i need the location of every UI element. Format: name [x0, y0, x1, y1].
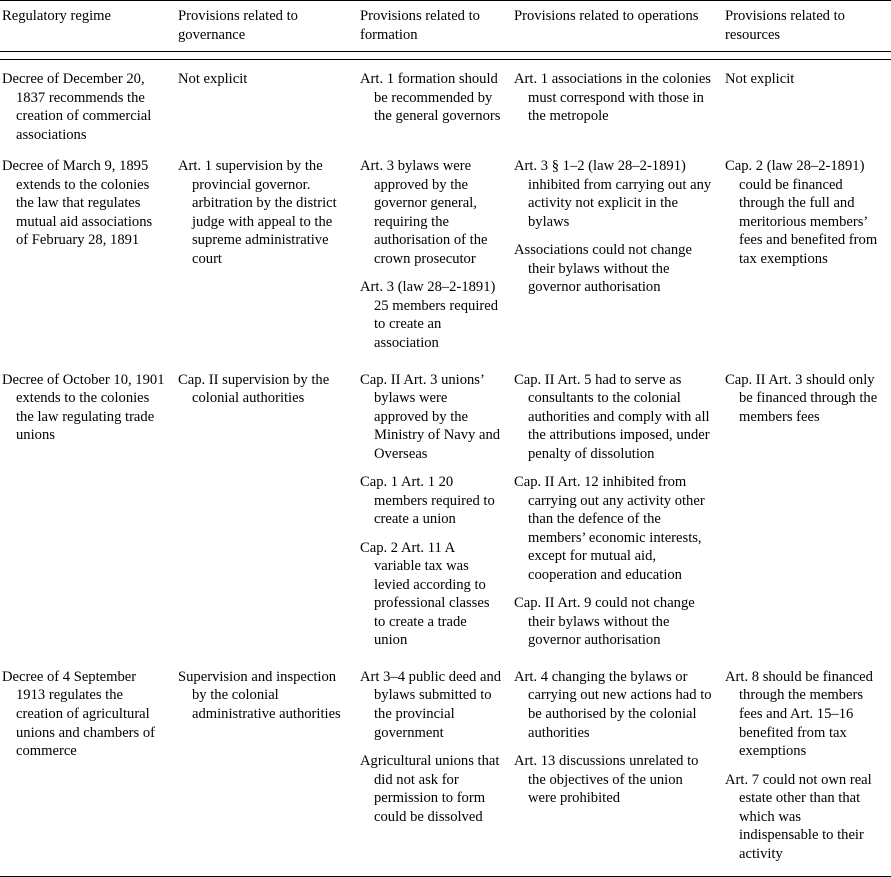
- cell-governance: [176, 157, 358, 352]
- table-row: [0, 668, 891, 863]
- cell-paragraph: Associations could not change their bylaws without the governor authorisation: [514, 241, 713, 297]
- cell-paragraph: Cap. II Art. 3 should only be financed through the members fees: [725, 371, 881, 427]
- column-header-regulatory-regime: Regulatory regime: [0, 1, 176, 52]
- column-header-formation: Provisions related to formation: [358, 1, 512, 52]
- cell-paragraph: Art. 3 (law 28–2-1891) 25 members required to create an association: [360, 278, 502, 352]
- cell-operations: [512, 371, 723, 650]
- cell-paragraph: Cap. II Art. 9 could not change their bylaws without the governor authorisation: [514, 594, 713, 650]
- cell-paragraph: Art. 4 changing the bylaws or carrying out new actions had to be authorised by the colonial authorities: [514, 668, 713, 742]
- cell-resources: [723, 157, 891, 352]
- cell-resources: [723, 668, 891, 863]
- cell-paragraph: Agricultural unions that did not ask for permission to form could be dissolved: [360, 752, 502, 826]
- cell-paragraph: Art. 8 should be financed through the members fees and Art. 15–16 benefited from tax exemptions: [725, 668, 881, 761]
- cell-paragraph: Art 3–4 public deed and bylaws submitted to the provincial government: [360, 668, 502, 742]
- cell-regime: [0, 668, 176, 863]
- cell-resources: [723, 371, 891, 650]
- cell-paragraph: Art. 1 formation should be recommended by the general governors: [360, 70, 502, 126]
- cell-paragraph: Art. 13 discussions unrelated to the objectives of the union were prohibited: [514, 752, 713, 808]
- cell-paragraph: Art. 7 could not own real estate other than that which was indispensable to their activity: [725, 771, 881, 864]
- cell-formation: [358, 668, 512, 863]
- cell-paragraph: Not explicit: [178, 70, 348, 89]
- cell-paragraph: Decree of 4 September 1913 regulates the creation of agricultural unions and chambers of commerce: [2, 668, 166, 761]
- row-spacer: [0, 353, 891, 371]
- cell-paragraph: Cap. II Art. 3 unions’ bylaws were approved by the Ministry of Navy and Overseas: [360, 371, 502, 464]
- cell-paragraph: Decree of December 20, 1837 recommends the creation of commercial associations: [2, 70, 166, 144]
- cell-paragraph: Cap. II Art. 5 had to serve as consultants to the colonial authorities and comply with all the attributions imposed, under penalty of dissolution: [514, 371, 713, 464]
- cell-formation: [358, 371, 512, 650]
- cell-paragraph: Art. 1 associations in the colonies must correspond with those in the metropole: [514, 70, 713, 126]
- table-row: [0, 371, 891, 650]
- header-rule-cell: [0, 52, 891, 60]
- row-spacer: [0, 650, 891, 668]
- row-spacer-cell: [0, 353, 891, 371]
- cell-paragraph: Not explicit: [725, 70, 881, 89]
- table-header-row: [0, 1, 891, 52]
- column-header-governance: Provisions related to governance: [176, 1, 358, 52]
- cell-operations: [512, 157, 723, 352]
- table-body: [0, 60, 891, 877]
- cell-paragraph: Art. 1 supervision by the provincial governor. arbitration by the district judge with appeal to the supreme administrative court: [178, 157, 348, 268]
- cell-formation: [358, 157, 512, 352]
- cell-governance: [176, 60, 358, 145]
- cell-paragraph: Decree of March 9, 1895 extends to the colonies the law that regulates mutual aid associations of February 28, 1891: [2, 157, 166, 250]
- cell-governance: [176, 668, 358, 863]
- cell-formation: [358, 60, 512, 145]
- cell-operations: [512, 60, 723, 145]
- cell-paragraph: Art. 3 bylaws were approved by the governor general, requiring the authorisation of the crown prosecutor: [360, 157, 502, 268]
- cell-paragraph: Decree of October 10, 1901 extends to the colonies the law regulating trade unions: [2, 371, 166, 445]
- cell-paragraph: Cap. 2 Art. 11 A variable tax was levied according to professional classes to create a trade union: [360, 539, 502, 650]
- cell-regime: [0, 157, 176, 352]
- cell-regime: [0, 60, 176, 145]
- row-spacer: [0, 863, 891, 877]
- row-spacer-cell: [0, 863, 891, 877]
- cell-paragraph: Cap. 1 Art. 1 20 members required to create a union: [360, 473, 502, 529]
- cell-paragraph: Cap. II Art. 12 inhibited from carrying out any activity other than the defence of the members’ economic interests, except for mutual aid, cooperation and education: [514, 473, 713, 584]
- cell-governance: [176, 371, 358, 650]
- row-spacer: [0, 144, 891, 157]
- cell-paragraph: Cap. II supervision by the colonial authorities: [178, 371, 348, 408]
- table-row: [0, 60, 891, 145]
- column-header-operations: Provisions related to operations: [512, 1, 723, 52]
- header-double-rule: [0, 52, 891, 60]
- cell-operations: [512, 668, 723, 863]
- cell-resources: [723, 60, 891, 145]
- table-row: [0, 157, 891, 352]
- cell-paragraph: Cap. 2 (law 28–2-1891) could be financed through the full and meritorious members’ fees and benefited from tax exemptions: [725, 157, 881, 268]
- row-spacer-cell: [0, 650, 891, 668]
- column-header-resources: Provisions related to resources: [723, 1, 891, 52]
- row-spacer-cell: [0, 144, 891, 157]
- cell-regime: [0, 371, 176, 650]
- cell-paragraph: Art. 3 § 1–2 (law 28–2-1891) inhibited from carrying out any activity not explicit in the bylaws: [514, 157, 713, 231]
- table-header: [0, 1, 891, 60]
- cell-paragraph: Supervision and inspection by the colonial administrative authorities: [178, 668, 348, 724]
